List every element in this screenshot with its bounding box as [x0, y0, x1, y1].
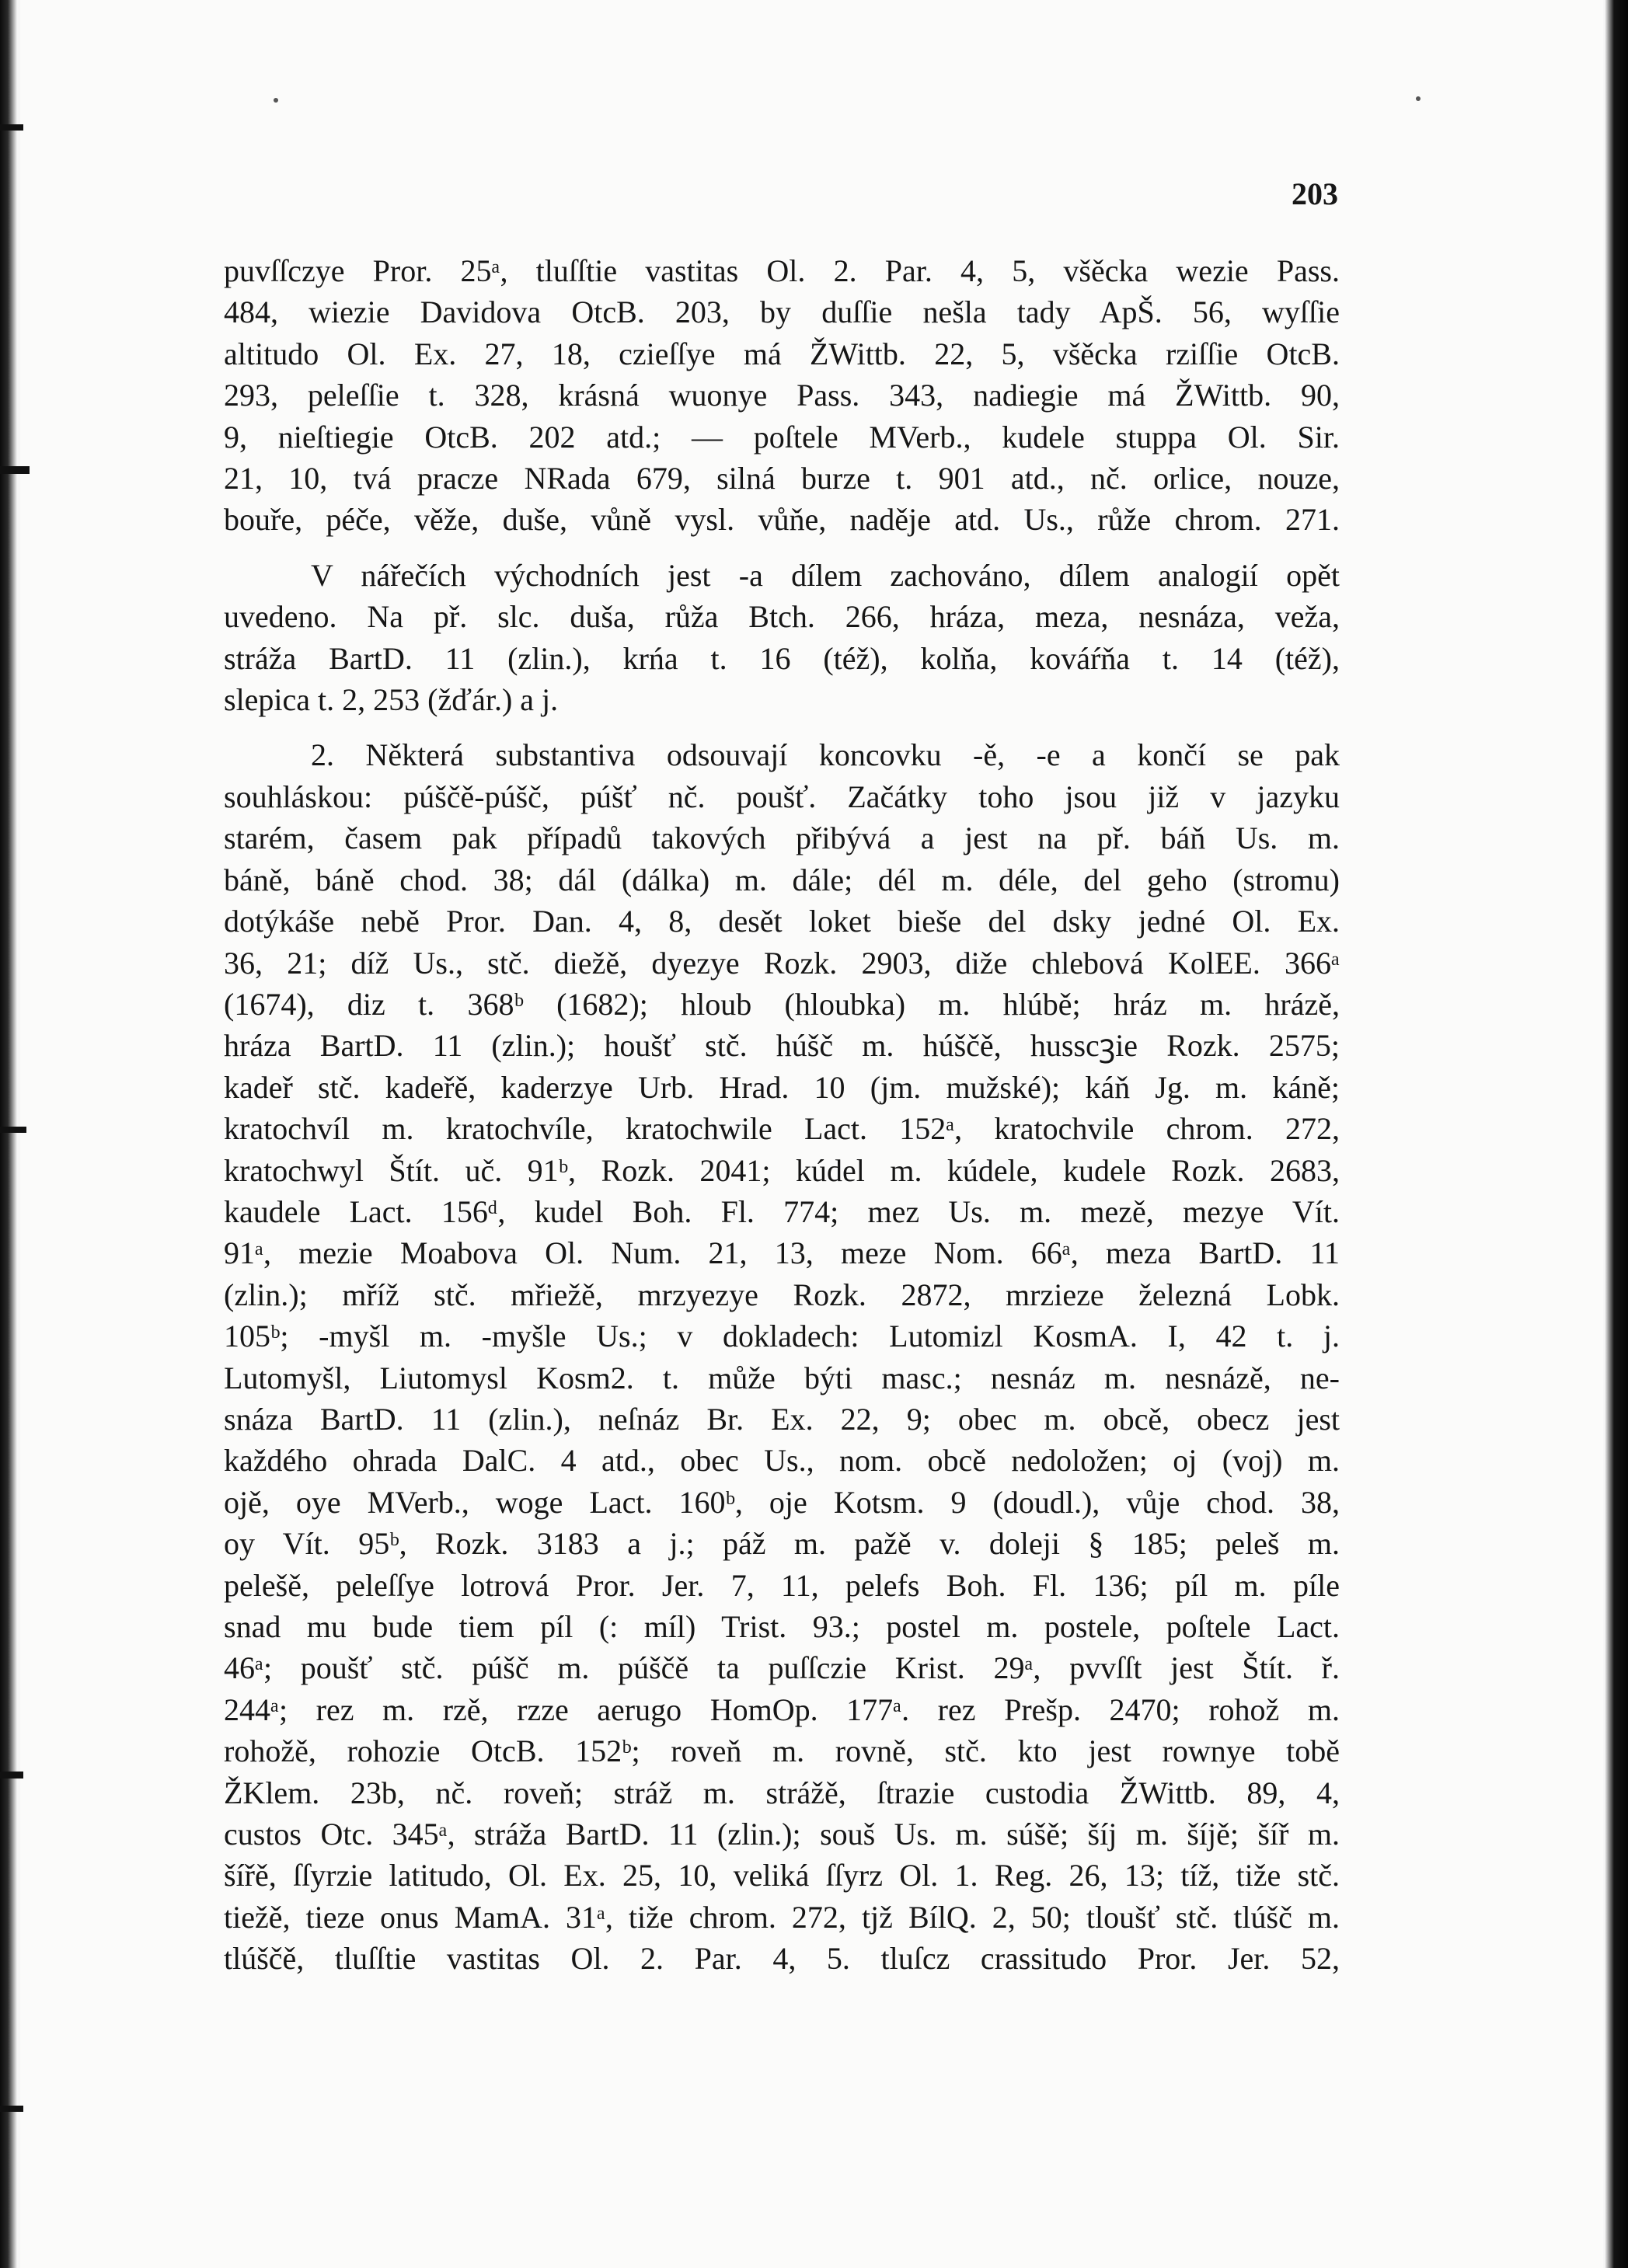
body-text — [224, 250, 1340, 1980]
text-line: snáza BartD. 11 (zlin.), neſnáz Br. Ex. 22, 9; obec m. obcě, obecz jest — [224, 1401, 1340, 1437]
text-line: 9, nieſtiegie OtcB. 202 atd.; — poſtele MVerb., kudele stuppa Ol. Sir. — [224, 419, 1340, 455]
text-line: 244ᵃ; rez m. rzě, rzze aerugo HomOp. 177ᵃ. rez Prešp. 2470; rohož m. — [224, 1691, 1340, 1727]
text-line: (zlin.); mříž stč. mřiežě, mrzyezye Rozk. 2872, mrzieze železná Lobk. — [224, 1277, 1340, 1312]
text-line: šířě, ſſyrzie latitudo, Ol. Ex. 25, 10, veliká ſſyrz Ol. 1. Reg. 26, 13; tíž, tiže stč. — [224, 1858, 1340, 1893]
text-line: uvedeno. Na př. slc. duša, růža Btch. 266, hráza, meza, nesnáza, veža, — [224, 599, 1340, 635]
text-line: 21, 10, tvá pracze NRada 679, silná burze t. 901 atd., nč. orlice, nouze, — [224, 461, 1340, 496]
scan-mark — [0, 124, 23, 131]
text-line: oy Vít. 95ᵇ, Rozk. 3183 a j.; páž m. pažě v. doleji § 185; peleš m. — [224, 1526, 1340, 1562]
text-line: 91ᵃ, mezie Moabova Ol. Num. 21, 13, meze Nom. 66ᵃ, meza BartD. 11 — [224, 1235, 1340, 1271]
text-line: 36, 21; díž Us., stč. diežě, dyezye Rozk. 2903, diže chlebová KolEE. 366ᵃ — [224, 945, 1340, 981]
scan-edge-right — [1603, 0, 1628, 2268]
text-line: 105ᵇ; -myšl m. -myšle Us.; v dokladech: Lutomizl KosmA. I, 42 t. j. — [224, 1319, 1340, 1354]
text-line: Lutomyšl, Liutomysl Kosm2. t. může býti masc.; nesnáz m. nesnázě, ne- — [224, 1360, 1340, 1395]
scan-mark — [0, 2106, 23, 2112]
paragraph-first-line: V nářečích východních jest -a dílem zachováno, dílem analogií opět — [311, 557, 1340, 593]
text-line: 46ᵃ; poušť stč. púšč m. púščě ta puſſczie Krist. 29ᵃ, pvvſſt jest Štít. ř. — [224, 1650, 1340, 1686]
page-number: 203 — [1292, 176, 1338, 211]
scan-mark — [0, 466, 30, 474]
text-line: 293, peleſſie t. 328, krásná wuonye Pass. 343, nadiegie má ŽWittb. 90, — [224, 378, 1340, 413]
scan-speck — [274, 98, 278, 103]
text-line: ojě, oye MVerb., woge Lact. 160ᵇ, oje Kotsm. 9 (doudl.), vůje chod. 38, — [224, 1484, 1340, 1520]
text-line: kaudele Lact. 156ᵈ, kudel Boh. Fl. 774; mez Us. m. mezě, mezye Vít. — [224, 1193, 1340, 1229]
text-line: starém, časem pak případů takových přibývá a jest na př. báň Us. m. — [224, 820, 1340, 856]
text-line: rohožě, rohozie OtcB. 152ᵇ; roveň m. rovně, stč. kto jest rownye tobě — [224, 1733, 1340, 1769]
text-line: pelešě, peleſſye lotrová Pror. Jer. 7, 11, pelefs Boh. Fl. 136; píl m. píle — [224, 1567, 1340, 1603]
text-line: báně, báně chod. 38; dál (dálka) m. dále; dél m. déle, del geho (stromu) — [224, 862, 1340, 897]
text-line: kratochwyl Štít. uč. 91ᵇ, Rozk. 2041; kúdel m. kúdele, kudele Rozk. 2683, — [224, 1152, 1340, 1188]
text-line: kratochvíl m. kratochvíle, kratochwile Lact. 152ᵃ, kratochvile chrom. 272, — [224, 1111, 1340, 1147]
text-line: slepica t. 2, 253 (žďár.) a j. — [224, 682, 559, 718]
scan-edge-left — [0, 0, 20, 2268]
text-line: každého ohrada DalC. 4 atd., obec Us., nom. obcě nedoložen; oj (voj) m. — [224, 1443, 1340, 1479]
text-line: puvſſczye Pror. 25ᵃ, tluſſtie vastitas Ol. 2. Par. 4, 5, všěcka wezie Pass. — [224, 253, 1340, 288]
text-line: (1674), diz t. 368ᵇ (1682); hloub (hloubka) m. hlúbě; hráz m. hrázě, — [224, 986, 1340, 1022]
text-line: custos Otc. 345ᵃ, stráža BartD. 11 (zlin.); souš Us. m. súšě; šíj m. šíjě; šíř m. — [224, 1817, 1340, 1852]
text-line: 484, wiezie Davidova OtcB. 203, by duſſie nešla tady ApŠ. 56, wyſſie — [224, 294, 1340, 330]
text-line: hráza BartD. 11 (zlin.); houšť stč. húšč m. húščě, husscꝫie Rozk. 2575; — [224, 1028, 1340, 1064]
text-line: tiežě, tieze onus MamA. 31ᵃ, tiže chrom. 272, tjž BílQ. 2, 50; tloušť stč. tlúšč m. — [224, 1899, 1340, 1935]
scan-mark — [0, 1772, 23, 1779]
scan-speck — [1416, 96, 1421, 101]
text-line: altitudo Ol. Ex. 27, 18, czieſſye má ŽWittb. 22, 5, všěcka rziſſie OtcB. — [224, 336, 1340, 371]
text-line: bouře, péče, věže, duše, vůně vysl. vůňe, naděje atd. Us., růže chrom. 271. — [224, 502, 1340, 538]
text-line: dotýkáše nebě Pror. Dan. 4, 8, desět loket bieše del dsky jedné Ol. Ex. — [224, 904, 1340, 939]
text-line: stráža BartD. 11 (zlin.), krńa t. 16 (též), kolňa, kováŕňa t. 14 (též), — [224, 640, 1340, 676]
text-line: tlúščě, tluſſtie vastitas Ol. 2. Par. 4, 5. tluſcz crassitudo Pror. Jer. 52, — [224, 1941, 1340, 1977]
text-line: kadeř stč. kadeřě, kaderzye Urb. Hrad. 10 (jm. mužské); káň Jg. m. káně; — [224, 1069, 1340, 1105]
scan-mark — [0, 1127, 26, 1133]
text-line: souhláskou: púščě-púšč, púšť nč. poušť. Začátky toho jsou již v jazyku — [224, 779, 1340, 814]
paragraph-first-line: 2. Některá substantiva odsouvají koncovku -ě, -e a končí se pak — [311, 737, 1340, 773]
text-line: snad mu bude tiem píl (: míl) Trist. 93.; postel m. postele, poſtele Lact. — [224, 1609, 1340, 1644]
text-line: ŽKlem. 23b, nč. roveň; stráž m. strážě, ſtrazie custodia ŽWittb. 89, 4, — [224, 1775, 1340, 1810]
